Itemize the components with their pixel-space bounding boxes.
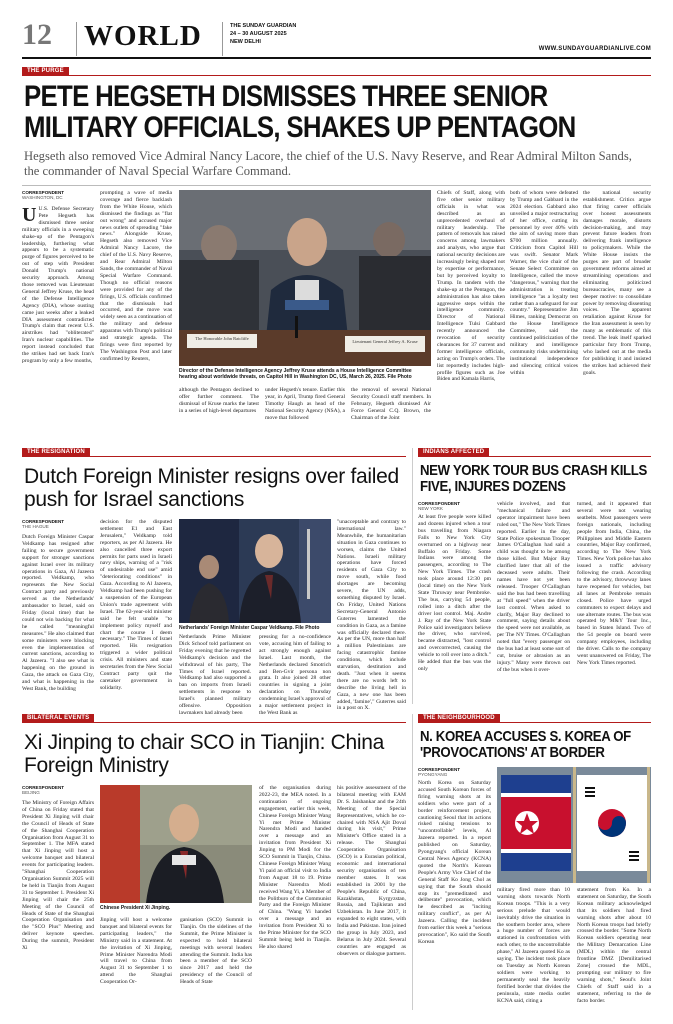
deck: Hegseth also removed Vice Admiral Nancy Lacore, the chief of the U.S. Navy Reserve, and Rear Admiral Milton Sands, the commander of Naval Special Warfare Command. [24,149,632,178]
section-kicker: THE PURGE [22,67,69,75]
photo-caption: Netherlands' Foreign Minister Caspar Veldkamp. File Photo [179,625,320,631]
story-sco-tianjin [22,714,406,1010]
byline: CORRESPONDENT THE HAGUE [22,519,65,530]
article-column: Jinping will host a welcome banquet and bilateral events for participating leaders," the Ministry said in a statement. At the invitation of Xi Jinping, Prime Minister Narendra Modi will travel to China from August 31 to September 1 to attend the Shanghai Cooperation Or- [100,917,172,986]
xi-jinping-photo [100,785,252,903]
article-column: North Korea on Saturday accused South Korean forces of firing warning shots at its soldiers who were part of a border reinforcement project, cautioning Seoul that its actions risked raising tensions to "uncontrollable" levels, Al Jazeera reported. In a report published on Saturday, Pyongyang's official Korean Central News Agency (KCNA) quoted the North's Korean People's Army Vice Chief of the General Staff Ko Jong Chol as saying that the South should stop its "premeditated and deliberate" provocation, which he described as "inciting military conflict", as per Al Jazeera. Calling the incident from earlier this week a "serious provocation", Ko said the South Korean [418,780,491,945]
paper-name: THE SUNDAY GUARDIAN [230,23,297,29]
photo-caption: Chinese President Xi Jinping. [100,905,171,911]
lead-story [22,67,651,435]
headline[interactable]: Xi Jinping to chair SCO in Tianjin: China Foreign Ministry [24,731,385,777]
article-column: U U.S. Defense Secretary Pete Hegseth has dismissed three senior military officials in a sweeping shake-up of the Pentagon's leadership, furthering what appears to be a systematic purge of figures perceived to be out of step with President Donald Trump's national security approach. Among those removed was Lieutenant General Jeffrey Kruse, the head of the Defense Intelligence Agency (DIA), whose ousting came just weeks after a leaked DIA assessment contradicted Trump's claim that recent U.S. airstrikes had "obliterated" Iran's nuclear capabilities. The report instead concluded that the strikes had set back Iran's program by only a few months, [22,204,94,364]
dutch-fm-photo [179,519,331,623]
website-link[interactable]: WWW.SUNDAYGUARDIANLIVE.COM [538,46,651,52]
issue-dates: 24 – 30 AUGUST 2025 [230,31,287,37]
section-kicker: THE NEIGHBOURHOOD [418,714,500,722]
article-column: decision for the disputed settlement E1 and East Jerusalem," Veldkamp told reporters, as per Al Jazeera. He also cancelled three export permits for parts used in Israeli navy ships, warning of a "risk of undesirable end use" amid "deteriorating conditions" in Gaza. According to Al Jazeera, Veldkamp had been pushing for a suspension of the European Union's trade agreement with Israel. The 62-year-old minister said he felt unable "to implement policy myself and chart the course I deem necessary." The Times of Israel reported. His resignation triggered a wider political crisis. All ministers and state secretaries from the New Social Contract party quit the caretaker government in solidarity. [100,519,172,691]
article-column: both of whom were defeated by Trump and Gabbard in the 2024 election. Gabbard also unveiled a major restructuring of her office, cutting its personnel by over 40% with the aim of saving more than $700 million annually. Criticism from Capitol Hill was swift. Senator Mark Warner, the vice chair of the Senate Select Committee on Intelligence, called the move "dangerous," warning that the administration is treating intelligence "as a loyalty test rather than a safeguard for our country." Representative Jim Himes, ranking Democrat on the House Intelligence Committee, said the continued politicization of the military and intelligence community risks undermining institutional independence and silencing critical voices within [510,190,578,376]
masthead-rule [22,57,651,59]
article-column: ganisation (SCO) Summit in Tianjin. On the sidelines of the Summit, the Prime Minister is expected to hold bilateral meetings with several leaders attending the Summit. India has been a member of the SCO since 2017 and held the presidency of the Council of Heads of State [180,917,252,986]
section-kicker: BILATERAL EVENTS [22,714,94,722]
article-column: under Hegseth's tenure. Earlier this year, in April, Trump fired General Timothy Haugh as head of the National Security Agency (NSA), a move that followed [265,387,345,421]
article-column: the national security establishment. Critics argue that firing career officials over honest assessments damages morale, distorts decision-making, and may prevent future leaders from delivering frank intelligence to policymakers. While the White House insists the purges are part of broader government reforms aimed at streamlining operations and eliminating politicized bureaucracies, many see a deeper motive: to consolidate power by removing dissenting voices. The apparent retaliation against Kruse for the Iran assessment is seen by many as emblematic of this trend. The leak itself sparked particular fury from Trump, who lashed out at the media for publishing it and insisted the strikes had achieved their goals. [583,190,651,376]
byline: CORRESPONDENT BEIJING [22,785,65,796]
headline[interactable]: Dutch Foreign Minister resigns over failed push for Israel sanctions [24,465,399,511]
section-kicker: INDIANS AFFECTED [418,448,489,456]
nameplate-right: Lieutenant General Jeffrey A. Kruse [352,339,418,344]
article-column: vehicle involved, and that "mechanical failure and operator impairment have been ruled out," The New York Times reported. Earlier in the day, State Police spokesman Trooper James O'Callaghan had said a child was thought to be among those killed. But Major Ray clarified later that all of the deceased were adults. Their names have not yet been released. Trooper O'Callaghan said the bus had been travelling at "full speed" when the driver lost control. When asked to clarify, Major Ray declined to comment, saying details about the speed were not available, as per The NY Times. O'Callaghan noted that "every passenger on the bus had at least some sort of cut, bruise or abrasion as an injury." Many were thrown out of the bus when it over- [497,501,570,673]
article-column: prompting a wave of media coverage and fierce backlash from the White House, which dismissed the findings as "flat out wrong" and accused major news outlets of spreading "fake news." Alongside Kruse, Hegseth also removed Vice Admiral Nancy Lacore, the chief of the U.S. Navy Reserve, and Rear Admiral Milton Sands, the commander of Naval Special Warfare Command. Though no official reasons were provided for any of the firings, U.S. officials confirmed that the dismissals had occurred, and the move was widely seen as a continuation of the military and defense apparatus with Trump's political and strategic agenda. The firings were first reported by The Washington Post and later confirmed by Reuters, [100,190,173,362]
story-dutch-fm [22,448,406,716]
page-number: 12 [22,18,52,51]
lead-photo [179,190,431,366]
headline[interactable]: N. KOREA ACCUSES S. KOREA OF 'PROVOCATIONS' AT BORDER [420,728,631,761]
byline: CORRESPONDENT NEW YORK [418,501,461,512]
article-column: the removal of several National Security Council staff members. In February, Hegseth dismissed Air Force General C.Q. Brown, the Chairman of the Joint [351,387,431,421]
section-kicker: THE RESIGNATION [22,448,90,456]
masthead [22,20,651,60]
edition-city: NEW DELHI [230,39,261,45]
article-column: of the organisation during 2022-23, the MEA noted. In a continuation of ongoing engagement, earlier this week, Chinese Foreign Minister Wang Yi met Prime Minister Narendra Modi and handed over a message and an invitation from President Xi Jinping to PM Modi for the SCO Summit in Tianjin, China. Chinese Foreign Minister Wang Yi paid an official visit to India from August 18 to 19. Prime Minister Narendra Modi received Wang Yi, a Member of the Politburo of the Communist Party and the Foreign Minister of China. "Wang Yi handed over a message and an invitation from President Xi to the Prime Minister for the SCO Summit being held in Tianjin. He also shared [259,785,331,950]
article-column: "unacceptable and contrary to international law." Meanwhile, the humanitarian situation in Gaza continues to worsen, claims the United Nations. Israeli military operations have forced residents of Gaza City to move south, while food shortages are becoming severe, the UN adds, something disputed by Israel. On Friday, United Nations Secretary-General Antonio Guterres lamented the condition in Gaza, as a famine was officially declared there. As per the UN, more than half a million Palestinians are facing catastrophic famine conditions, which include starvation, destitution and death. "Just when it seems there are no words left to describe the living hell in Gaza, a new one has been added, 'famine'," Guterres said in a post on X. [337,519,406,712]
article-column: Netherlands Prime Minister Dick Schoof told parliament on Friday evening that he regretted Veldkamp's decision and the withdrawal of his party, The Times of Israel reported. Veldkamp had also supported a ban on imports from Israeli settlements in response to Israel's planned military offensive. Opposition lawmakers had already been [179,634,251,716]
article-column: Dutch Foreign Minister Caspar Veldkamp has resigned after failing to secure government support for stronger sanctions against Israel over its military operations in Gaza, Al Jazeera reported. Veldkamp, who represents the New Social Contract party and previously served as the Netherlands' ambassador to Israel, said on Friday (local time) that he could not win backing for what he called "meaningful measures." He also claimed that some ministers were blocking even the implementation of current sanctions, according to Al Jazeera. "I also see what is happening on the ground in Gaza, the attack on Gaza City, and what is happening in the West Bank, the building [22,534,94,692]
flags-photo [497,767,651,883]
nameplate-left: The Honorable John Ratcliffe [195,336,249,341]
story-bus-crash [418,448,651,704]
article-column: military fired more than 10 warning shots towards North Korean troops. "This is a very serious prelude that would inevitably drive the situation in the southern border area, where a huge number of forces are stationed in confrontation with each other, to the uncontrollable phase," Al Jazeera quoted Ko as saying. The incident took place on Tuesday as North Korean soldiers were working to permanently seal the heavily fortified border that divides the peninsula, state media outlet KCNA said, citing a [497,887,570,1004]
article-column: his positive assessment of the bilateral meeting with EAM Dr. S. Jaishankar and the 24th Meeting of the Special Representatives, which he co-chaired with NSA Ajit Doval during his visit," Prime Minister's Office stated in a release. The Shanghai Cooperation Organisation (SCO) is a Eurasian political, economic and international security organisation of ten member states. It was established in 2001 by the People's Republic of China, Kazakhstan, Kyrgyzstan, Russia, and Tajikistan and Uzbekistan. In June 2017, it expanded to eight states, with India and Pakistan. Iran joined the group in July 2023, and Belarus in July 2024. Several countries are engaged as observers or dialogue partners. [337,785,406,957]
section-title: WORLD [84,20,202,52]
article-column: The Ministry of Foreign Affairs of China on Friday stated that President Xi Jinping will chair the Council of Heads of State of the Shanghai Cooperation Organisation from August 31 to September 1. The MFA stated that Xi Jinping will host a welcome banquet and bilateral events for participating leaders. "Shanghai Cooperation Organisation Summit 2025 will be held in Tianjin from August 31 to September 1. President Xi Jinping will chair the 25th Meeting of the Council of Heads of State of the Shanghai Cooperation Organisation and the "SCO Plus" Meeting and deliver keynote speeches. During the summit, President Xi [22,800,94,952]
headline[interactable]: NEW YORK TOUR BUS CRASH KILLS FIVE, INJURES DOZENS [420,462,647,495]
article-column: At least five people were killed and dozens injured when a tour bus travelling from Niagara Falls to New York City overturned on a highway near Buffalo on Friday. Some Indians were among the passengers, according to The New York Times. The crash took place around 12:30 pm (local time) on the New York State Thruway near Pembroke. The bus, carrying 54 people, rolled into a ditch after the driver lost control. Maj. Andre J. Ray of the New York State Police said investigators believe the driver, who survived, became distracted, "lost control and overcorrected, causing the vehicle to roll over into a ditch." He added that the bus was the only [418,514,491,672]
photo-caption: Director of the Defense Intelligence Agency Jeffrey Kruse attends a House Intelligence Committee hearing about worldwide threats, on Capitol Hill in Washington DC, US, March 26, 2025. File Photo [179,368,412,380]
article-column: turned, and it appeared that several were not wearing seatbelts. Most passengers were foreign nationals, including people from India, China, the Philippines and Middle Eastern countries, Major Ray confirmed, according to The New York Times. New York police has also issued a traffic advisory following the crash. According to the advisory, throwway lanes have reopened for vehicles, but all lanes at Pembroke remain closed. Police have urged commuters to expect delays and use alternate routes. The bus was operated by M&Y Tour Inc., based in Staten Island. Two of the 54 people on board were company employees, including the driver. Calls to the company went unanswered on Friday, The New York Times reported. [577,501,651,666]
article-column: although the Pentagon declined to offer further comment. The dismissal of Kruse marks the latest in a series of high-level departures [179,387,259,414]
article-column: Chiefs of Staff, along with five other senior military officials in what was described as an unprecedented overhaul of military leadership. The pattern of removals has raised concerns among lawmakers and analysts, who argue that national security decisions are increasingly being shaped not by expertise or performance, but by perceived loyalty to Trump. In tandem with the shake-up at the Pentagon, the administration has also taken aggressive steps within the intelligence community. Director of National Intelligence Tulsi Gabbard recently announced the revocation of security clearances for 37 current and former intelligence officials, acting on Trump's orders. The list reportedly includes high-profile figures such as Joe Biden and Kamala Harris, [437,190,505,383]
masthead-divider [76,22,77,56]
masthead-divider [222,22,223,56]
headline[interactable]: PETE HEGSETH DISMISSES THREE SENIOR MILITARY OFFICIALS, SHAKES UP PENTAGON [24,80,576,144]
byline: CORRESPONDENT PYONGYANG [418,767,461,778]
story-north-korea [418,714,651,1010]
byline: CORRESPONDENT WASHINGTON, DC [22,190,65,201]
article-column: statement from Ko. In a statement on Saturday, the South Korean military acknowledged that its soldiers had fired warning shots after about 10 North Korean troops had briefly crossed the border. "Some North Korean soldiers operating near the Military Demarcation Line (MDL) within the central frontline DMZ [Demilitarised Zone] crossed the MDL, prompting our military to fire warning shots," Seoul's Joint Chiefs of Staff said in a statement, referring to the de facto border. [577,887,651,1004]
article-column: pressing for a no-confidence vote, accusing him of failing to act strongly enough against Israel. Last month, the Netherlands declared Smotrich and Ben-Gvir persona non grata. It also joined 28 other countries in signing a joint declaration on Thursday condemning Israel's approval of a major settlement project in the West Bank as [259,634,331,716]
